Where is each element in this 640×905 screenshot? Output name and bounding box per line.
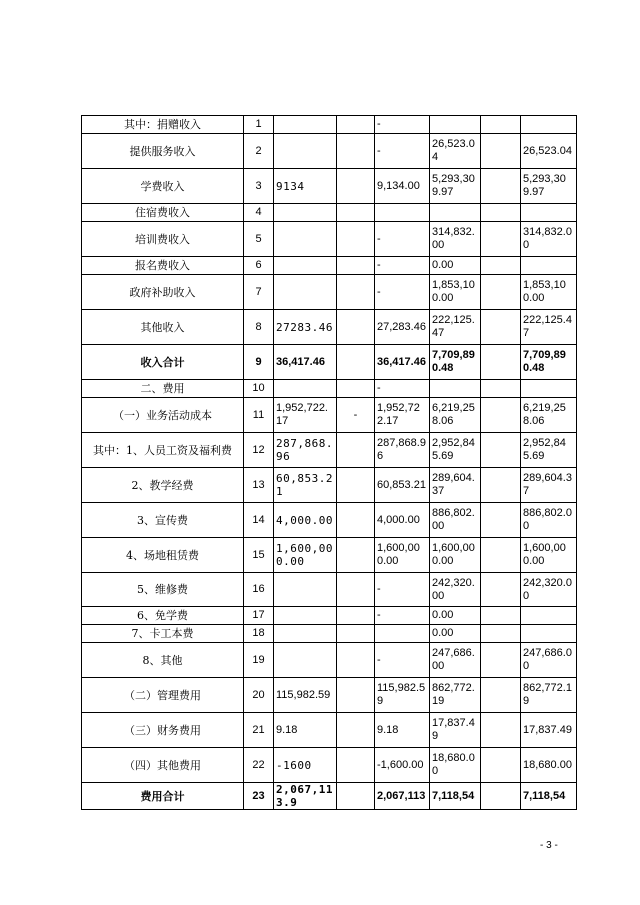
col5-value: - [375,257,430,275]
col5-value: 60,853.21 [375,468,430,503]
col6-value: 289,604.37 [430,468,481,503]
col6-value: 17,837.49 [430,713,481,748]
col8-value: 862,772.19 [521,678,577,713]
col7-value [481,169,521,204]
col5-value: - [375,275,430,310]
row-label: 费用合计 [82,783,244,810]
col4-value [337,678,375,713]
col4-value: - [337,398,375,433]
row-label: 4、场地租赁费 [82,538,244,573]
row-number: 1 [244,116,274,134]
row-number: 5 [244,222,274,257]
col8-value [521,380,577,398]
page-number: - 3 - [540,840,558,851]
col7-value [481,503,521,538]
col6-value: 242,320.00 [430,573,481,607]
col6-value: 0.00 [430,625,481,643]
col3-value: 9134 [274,169,337,204]
row-number: 21 [244,713,274,748]
col4-value [337,713,375,748]
row-number: 12 [244,433,274,468]
row-number: 4 [244,204,274,222]
col6-value: 0.00 [430,607,481,625]
col3-value [274,643,337,678]
col6-value: 0.00 [430,257,481,275]
row-label: 其中：1、人员工资及福利费 [82,433,244,468]
row-label: 其他收入 [82,310,244,345]
table-row [82,573,577,607]
col5-value: 115,982.59 [375,678,430,713]
col6-value: 1,600,000.00 [430,538,481,573]
col6-value [430,204,481,222]
col6-value: 222,125.47 [430,310,481,345]
table-row [82,310,577,345]
col8-value: 289,604.37 [521,468,577,503]
table-row [82,169,577,204]
col6-value: 1,853,100.00 [430,275,481,310]
col4-value [337,257,375,275]
col5-value: 9,134.00 [375,169,430,204]
col3-value: 27283.46 [274,310,337,345]
col4-value [337,643,375,678]
col5-value: 36,417.46 [375,345,430,380]
col5-value: - [375,607,430,625]
row-label: 8、其他 [82,643,244,678]
col6-value: 247,686.00 [430,643,481,678]
col7-value [481,398,521,433]
row-label: 收入合计 [82,345,244,380]
col6-value: 18,680.00 [430,748,481,783]
col6-value: 5,293,309.97 [430,169,481,204]
col4-value [337,468,375,503]
col8-value: 314,832.00 [521,222,577,257]
table-row [82,204,577,222]
row-label: 2、教学经费 [82,468,244,503]
col3-value [274,275,337,310]
col3-value [274,116,337,134]
col8-value: 17,837.49 [521,713,577,748]
table-row [82,380,577,398]
col5-value: 1,600,000.00 [375,538,430,573]
table-row [82,643,577,678]
col7-value [481,222,521,257]
col4-value [337,380,375,398]
col8-value: 5,293,309.97 [521,169,577,204]
row-label: 住宿费收入 [82,204,244,222]
col6-value: 862,772.19 [430,678,481,713]
row-label: 提供服务收入 [82,134,244,169]
col4-value [337,783,375,810]
col6-value: 7,709,890.48 [430,345,481,380]
col7-value [481,625,521,643]
row-number: 14 [244,503,274,538]
row-number: 7 [244,275,274,310]
col8-value: 247,686.00 [521,643,577,678]
row-label: 学费收入 [82,169,244,204]
col3-value: 2,067,113.9 [274,783,337,810]
col8-value: 18,680.00 [521,748,577,783]
row-label: 其中：捐赠收入 [82,116,244,134]
col3-value: 287,868.96 [274,433,337,468]
row-number: 8 [244,310,274,345]
col7-value [481,204,521,222]
row-number: 13 [244,468,274,503]
row-number: 23 [244,783,274,810]
table-row [82,345,577,380]
row-label: 3、宣传费 [82,503,244,538]
table-row [82,783,577,810]
col8-value: 1,853,100.00 [521,275,577,310]
row-number: 17 [244,607,274,625]
row-number: 2 [244,134,274,169]
col5-value [375,204,430,222]
col8-value [521,607,577,625]
col4-value [337,116,375,134]
col4-value [337,573,375,607]
row-number: 9 [244,345,274,380]
col4-value [337,275,375,310]
table-row [82,607,577,625]
col7-value [481,134,521,169]
col8-value: 7,709,890.48 [521,345,577,380]
col3-value [274,134,337,169]
table-row [82,433,577,468]
col8-value: 2,952,845.69 [521,433,577,468]
col5-value: 1,952,722.17 [375,398,430,433]
table-row [82,134,577,169]
row-number: 19 [244,643,274,678]
row-number: 6 [244,257,274,275]
row-number: 15 [244,538,274,573]
row-label: 5、维修费 [82,573,244,607]
col3-value [274,257,337,275]
row-label: 报名费收入 [82,257,244,275]
col4-value [337,204,375,222]
row-label: 6、免学费 [82,607,244,625]
col5-value: - [375,573,430,607]
col3-value: 1,600,000.00 [274,538,337,573]
col4-value [337,310,375,345]
table-row [82,116,577,134]
col8-value: 886,802.00 [521,503,577,538]
col7-value [481,433,521,468]
col7-value [481,538,521,573]
col7-value [481,310,521,345]
col8-value [521,257,577,275]
col3-value: 115,982.59 [274,678,337,713]
col4-value [337,503,375,538]
col8-value: 7,118,54 [521,783,577,810]
col3-value: 60,853.21 [274,468,337,503]
row-number: 20 [244,678,274,713]
col5-value: 287,868.96 [375,433,430,468]
table-row [82,538,577,573]
col4-value [337,169,375,204]
col3-value [274,222,337,257]
col7-value [481,643,521,678]
financial-table [81,115,577,810]
col8-value: 242,320.00 [521,573,577,607]
col8-value: 26,523.04 [521,134,577,169]
row-number: 11 [244,398,274,433]
col5-value: - [375,134,430,169]
col6-value: 2,952,845.69 [430,433,481,468]
table-row [82,713,577,748]
col7-value [481,345,521,380]
col7-value [481,468,521,503]
table-row [82,398,577,433]
col5-value: 4,000.00 [375,503,430,538]
row-label: （三）财务费用 [82,713,244,748]
row-label: （二）管理费用 [82,678,244,713]
col4-value [337,134,375,169]
col7-value [481,275,521,310]
col3-value [274,573,337,607]
col6-value: 886,802.00 [430,503,481,538]
col6-value: 6,219,258.06 [430,398,481,433]
col8-value [521,116,577,134]
col5-value: 27,283.46 [375,310,430,345]
col7-value [481,678,521,713]
col5-value [375,625,430,643]
table-row [82,468,577,503]
col5-value: 9.18 [375,713,430,748]
col3-value [274,607,337,625]
row-number: 18 [244,625,274,643]
col8-value [521,204,577,222]
row-number: 3 [244,169,274,204]
table-row [82,748,577,783]
col8-value: 222,125.47 [521,310,577,345]
col6-value: 7,118,54 [430,783,481,810]
col6-value: 26,523.04 [430,134,481,169]
col7-value [481,748,521,783]
col7-value [481,713,521,748]
col4-value [337,222,375,257]
row-number: 16 [244,573,274,607]
table-row [82,678,577,713]
table-row [82,257,577,275]
col7-value [481,257,521,275]
table-row [82,275,577,310]
col3-value: 4,000.00 [274,503,337,538]
col5-value: -1,600.00 [375,748,430,783]
row-label: （四）其他费用 [82,748,244,783]
col4-value [337,748,375,783]
row-label: （一）业务活动成本 [82,398,244,433]
row-label: 二、费用 [82,380,244,398]
col3-value: 36,417.46 [274,345,337,380]
col4-value [337,607,375,625]
col3-value: 1,952,722.17 [274,398,337,433]
col7-value [481,573,521,607]
row-label: 7、卡工本费 [82,625,244,643]
col3-value [274,625,337,643]
col8-value: 1,600,000.00 [521,538,577,573]
col4-value [337,345,375,380]
col7-value [481,380,521,398]
col7-value [481,116,521,134]
row-number: 22 [244,748,274,783]
col3-value [274,380,337,398]
col6-value [430,380,481,398]
col5-value: - [375,643,430,678]
col3-value [274,204,337,222]
col5-value: - [375,116,430,134]
row-label: 培训费收入 [82,222,244,257]
table-body [82,116,577,810]
row-label: 政府补助收入 [82,275,244,310]
col8-value: 6,219,258.06 [521,398,577,433]
col8-value [521,625,577,643]
col7-value [481,607,521,625]
table-row [82,503,577,538]
col5-value: - [375,222,430,257]
col5-value: - [375,380,430,398]
col5-value: 2,067,113 [375,783,430,810]
col6-value [430,116,481,134]
col3-value: 9.18 [274,713,337,748]
col4-value [337,538,375,573]
col3-value: -1600 [274,748,337,783]
table-row [82,625,577,643]
row-number: 10 [244,380,274,398]
table-row [82,222,577,257]
col4-value [337,433,375,468]
col6-value: 314,832.00 [430,222,481,257]
col4-value [337,625,375,643]
col7-value [481,783,521,810]
